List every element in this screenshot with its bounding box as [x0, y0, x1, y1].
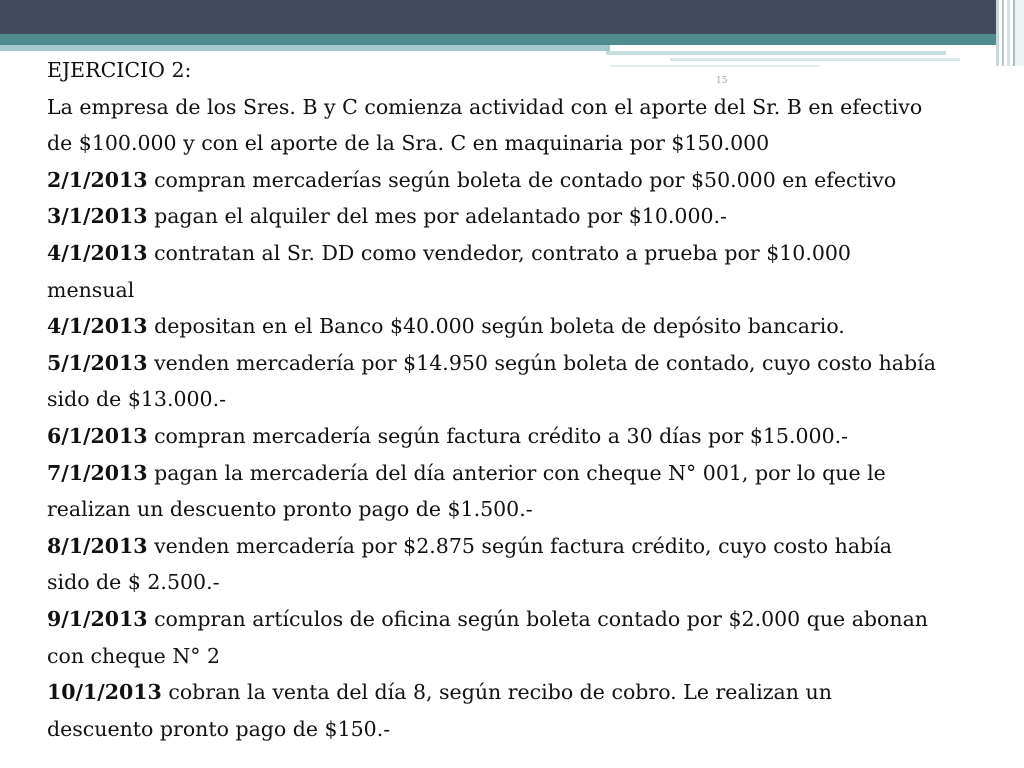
- transaction-date: 3/1/2013: [47, 204, 148, 229]
- decorative-stripe: [0, 45, 610, 51]
- transaction-date: 7/1/2013: [47, 460, 148, 485]
- transaction-line: 2/1/2013 compran mercaderías según boleta de contado por $50.000 en efectivo: [47, 167, 897, 192]
- header-dark-band: [0, 0, 1024, 34]
- transaction-date: 10/1/2013: [47, 680, 162, 705]
- text-line: con cheque N° 2: [47, 643, 221, 668]
- transaction-line: 7/1/2013 pagan la mercadería del día anterior con cheque N° 001, por lo que le: [47, 460, 886, 485]
- slide-number: 15: [716, 76, 728, 86]
- transaction-line: 8/1/2013 venden mercadería por $2.875 según factura crédito, cuyo costo había: [47, 533, 892, 558]
- text-line: sido de $13.000.-: [47, 387, 227, 412]
- transaction-line: 6/1/2013 compran mercadería según factura crédito a 30 días por $15.000.-: [47, 423, 849, 448]
- transaction-date: 2/1/2013: [47, 167, 148, 192]
- transaction-date: 5/1/2013: [47, 350, 148, 375]
- transaction-date: 6/1/2013: [47, 423, 148, 448]
- transaction-date: 4/1/2013: [47, 314, 148, 339]
- transaction-date: 8/1/2013: [47, 533, 148, 558]
- transaction-line: 10/1/2013 cobran la venta del día 8, según recibo de cobro. Le realizan un: [47, 680, 832, 705]
- transaction-line: 5/1/2013 venden mercadería por $14.950 según boleta de contado, cuyo costo había: [47, 350, 936, 375]
- text-line: descuento pronto pago de $150.-: [47, 716, 391, 741]
- transaction-line: 3/1/2013 pagan el alquiler del mes por adelantado por $10.000.-: [47, 204, 727, 229]
- text-line: La empresa de los Sres. B y C comienza actividad con el aporte del Sr. B en efectivo: [47, 94, 923, 119]
- transaction-date: 4/1/2013: [47, 240, 148, 265]
- transaction-line: 9/1/2013 compran artículos de oficina según boleta contado por $2.000 que abonan: [47, 606, 929, 631]
- slide-content: [47, 52, 1022, 747]
- text-line: sido de $ 2.500.-: [47, 570, 220, 595]
- transaction-line: 4/1/2013 depositan en el Banco $40.000 según boleta de depósito bancario.: [47, 314, 845, 339]
- exercise-title: EJERCICIO 2:: [47, 58, 192, 82]
- text-line: de $100.000 y con el aporte de la Sra. C en maquinaria por $150.000: [47, 131, 770, 156]
- text-line: mensual: [47, 277, 135, 302]
- transaction-line: 4/1/2013 contratan al Sr. DD como vendedor, contrato a prueba por $10.000: [47, 240, 851, 265]
- header-teal-band: [0, 34, 1024, 45]
- transaction-date: 9/1/2013: [47, 606, 148, 631]
- text-line: realizan un descuento pronto pago de $1.500.-: [47, 497, 533, 522]
